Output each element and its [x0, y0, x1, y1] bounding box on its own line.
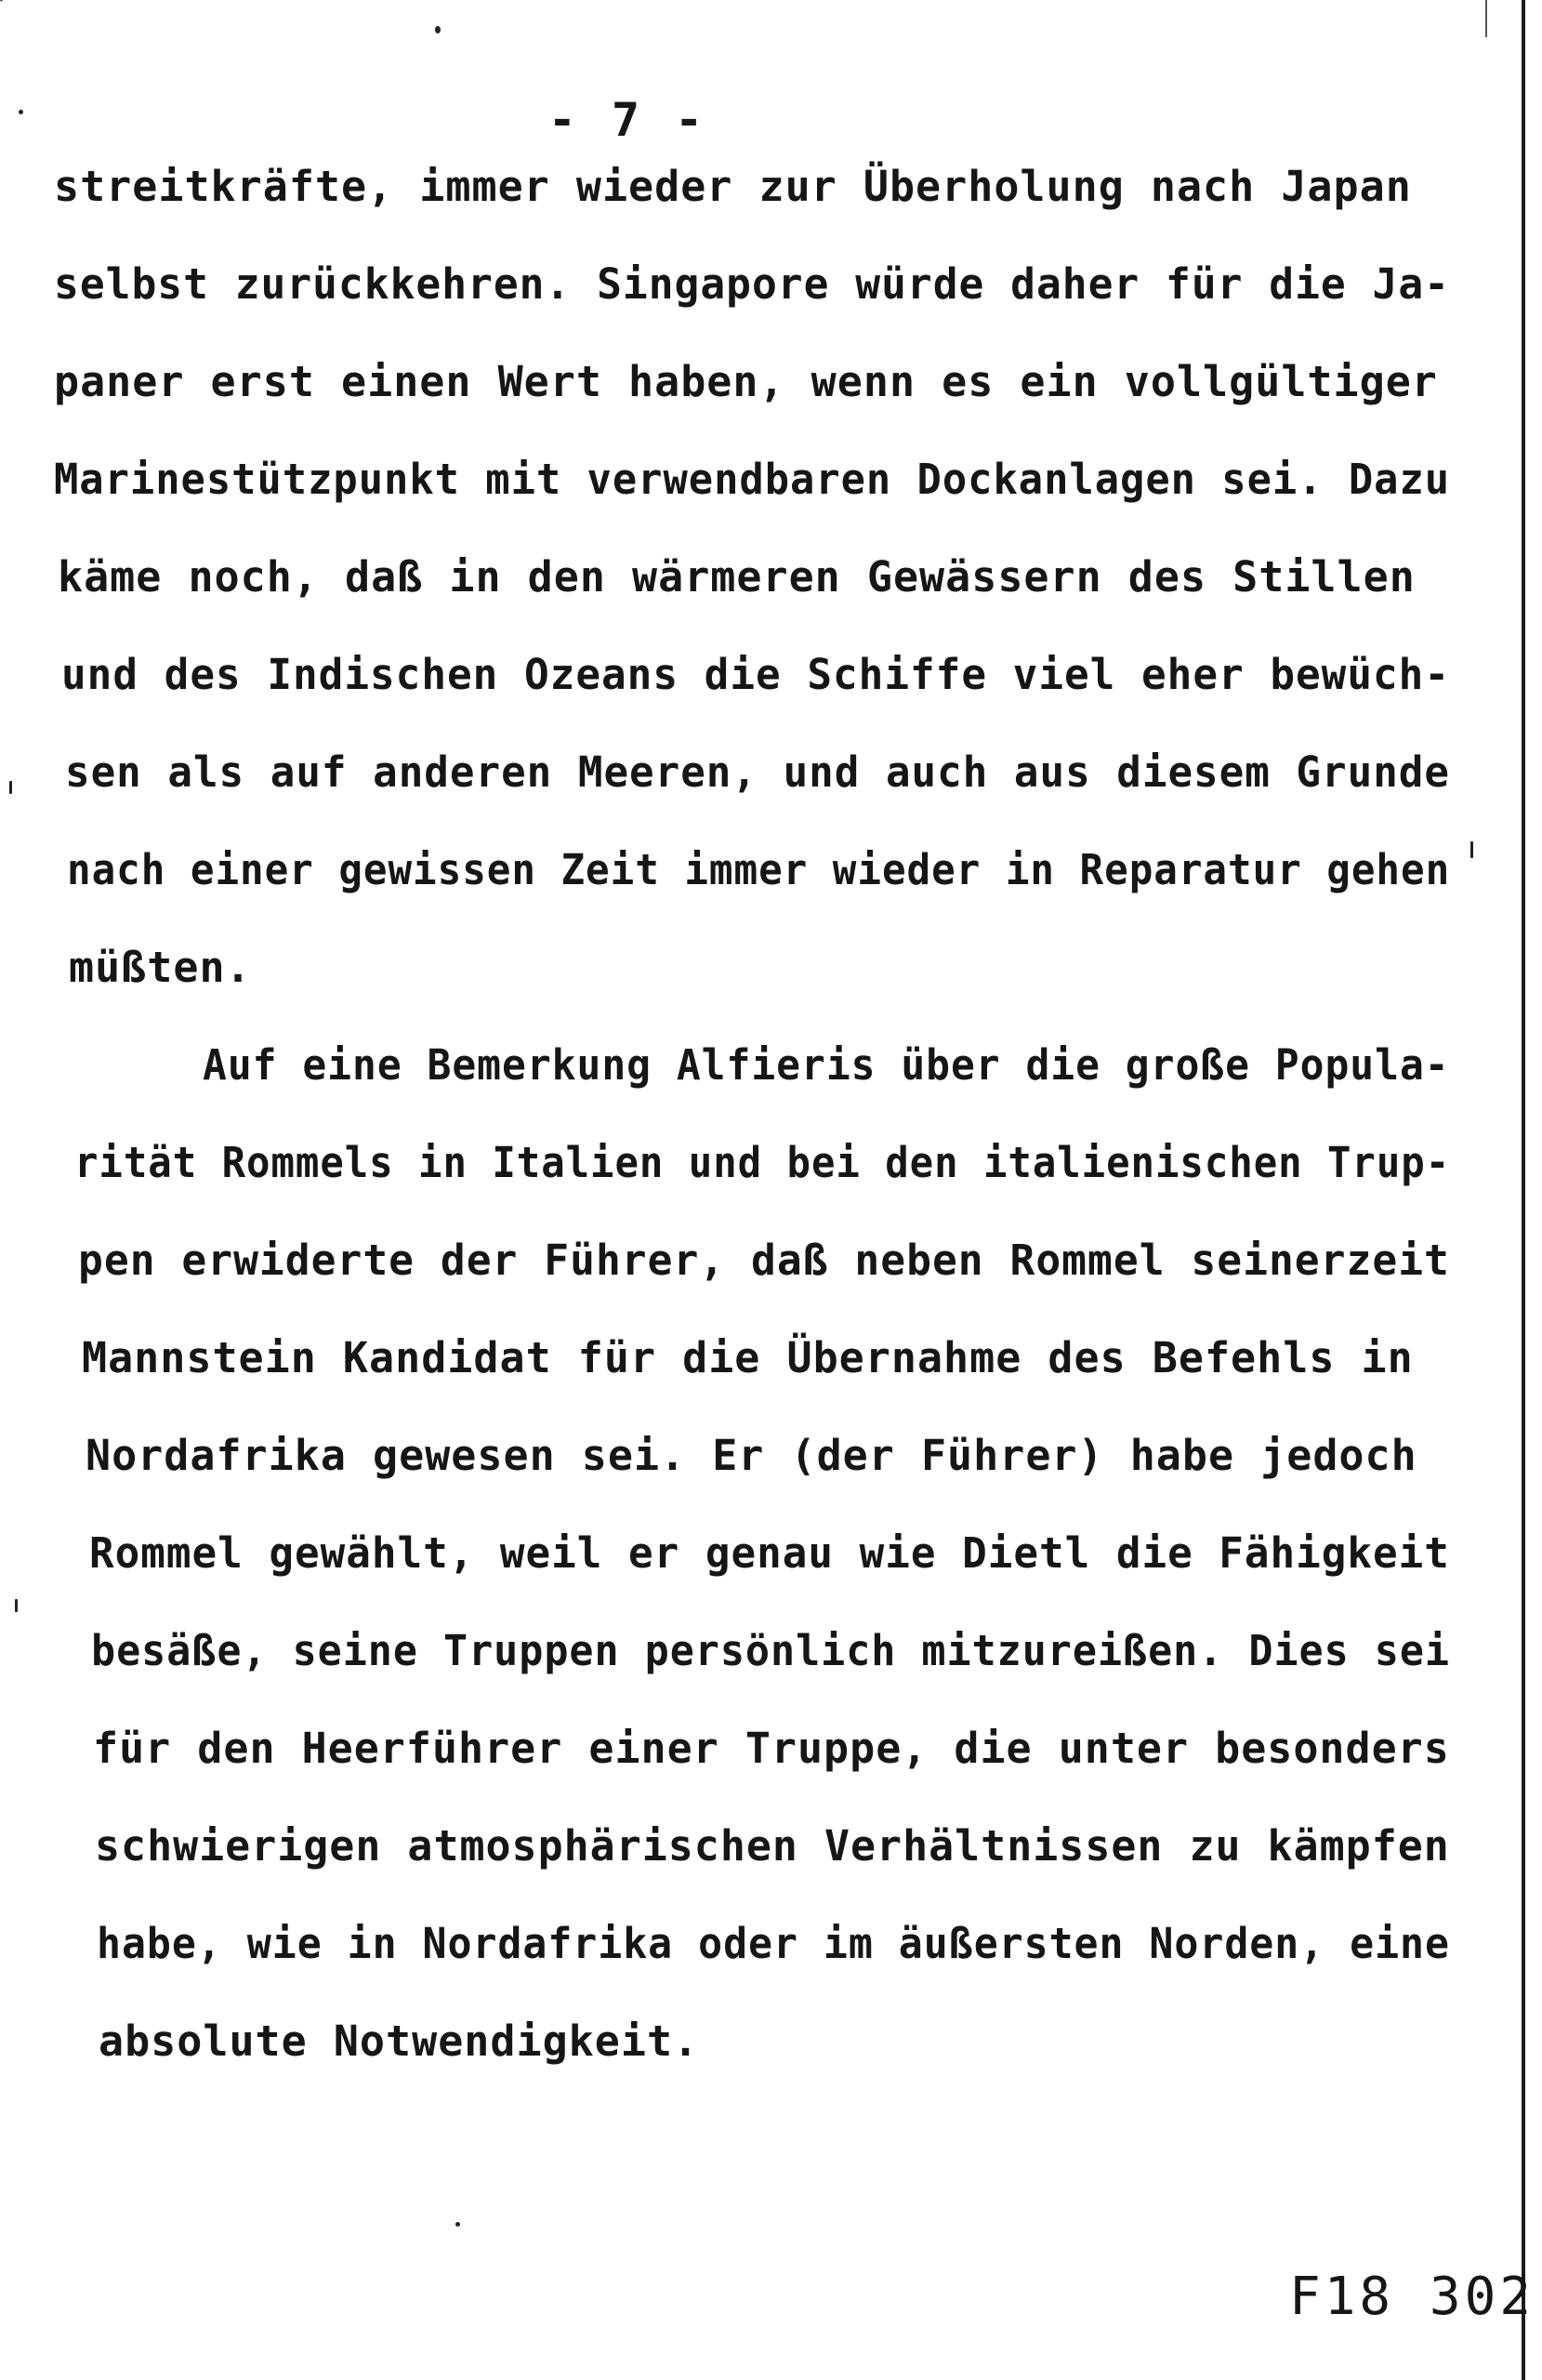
text-line: müßten.	[69, 943, 252, 992]
text-line: absolute Notwendigkeit.	[99, 2016, 700, 2066]
scan-edge-mark	[1485, 0, 1487, 37]
text-line: habe, wie in Nordafrika oder im äußersten Norden, eine	[97, 1919, 1450, 1968]
text-line: Marinestützpunkt mit verwendbaren Dockanlagen sei. Dazu	[54, 455, 1451, 504]
text-line: Mannstein Kandidat für die Übernahme des Befehls in	[82, 1333, 1414, 1382]
text-line: schwierigen atmosphärischen Verhältnissen zu kämpfen	[95, 1821, 1450, 1871]
text-line: rität Rommels in Italien und bei den italienischen Trup-	[74, 1138, 1451, 1187]
text-line: für den Heerführer einer Truppe, die unter besonders	[93, 1724, 1450, 1773]
text-line: selbst zurückkehren. Singapore würde daher für die Ja-	[54, 259, 1450, 309]
scan-speck	[9, 781, 12, 794]
page-number: - 7 -	[547, 93, 707, 147]
document-folio: F18 302	[1289, 2267, 1535, 2327]
text-line: Rommel gewählt, weil er genau wie Dietl die Fähigkeit	[89, 1528, 1450, 1578]
scan-speck	[455, 2222, 460, 2227]
text-line: nach einer gewissen Zeit immer wieder in Reparatur gehen	[67, 845, 1451, 894]
scan-speck	[1470, 841, 1473, 858]
scan-speck	[19, 110, 23, 114]
text-line: pen erwiderte der Führer, daß neben Rommel seinerzeit	[78, 1236, 1450, 1285]
text-line: käme noch, daß in den wärmeren Gewässern des Stillen	[58, 552, 1416, 602]
scan-speck	[435, 26, 441, 33]
text-line: paner erst einen Wert haben, wenn es ein vollgültiger	[54, 357, 1438, 406]
text-line: sen als auf anderen Meeren, und auch aus diesem Grunde	[65, 747, 1450, 797]
text-line: und des Indischen Ozeans die Schiffe viel eher bewüch-	[61, 650, 1450, 699]
scan-edge	[1522, 0, 1525, 2380]
scan-speck	[15, 1599, 18, 1612]
text-line: Auf eine Bemerkung Alfieris über die große Popula-	[203, 1040, 1450, 1090]
text-line: besäße, seine Truppen persönlich mitzureißen. Dies sei	[91, 1626, 1450, 1675]
text-line: streitkräfte, immer wieder zur Überholung nach Japan	[54, 162, 1412, 211]
corner-mark	[0, 0, 21, 2]
text-line: Nordafrika gewesen sei. Er (der Führer) habe jedoch	[86, 1431, 1417, 1480]
